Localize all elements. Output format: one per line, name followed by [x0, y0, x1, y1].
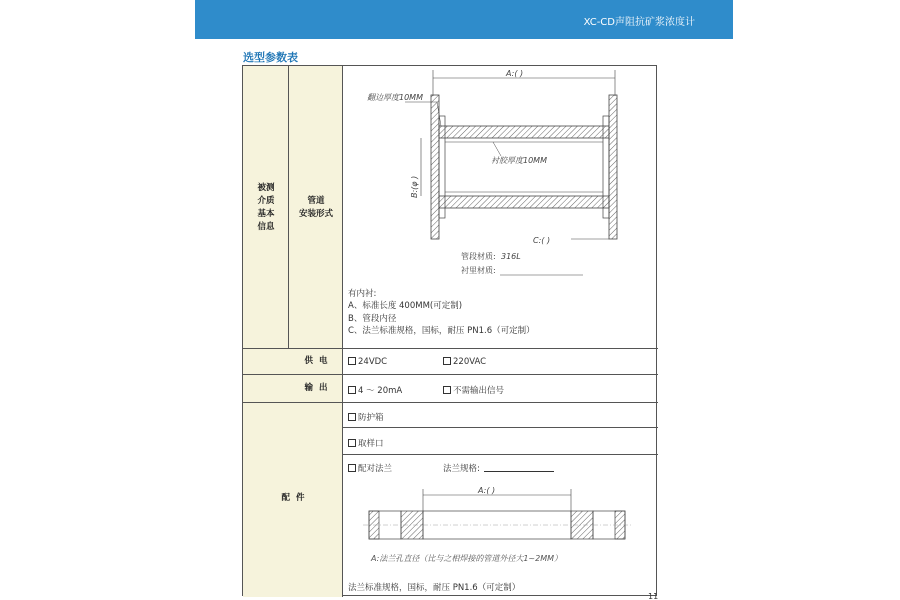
install-content-cell [343, 66, 658, 349]
accessory-label: 配 件 [281, 493, 305, 503]
install-header-cell [289, 66, 343, 349]
dim-b-label: B:(φ ) [410, 175, 419, 198]
accessory-header-cell [243, 403, 343, 597]
output-label: 输 出 [304, 383, 328, 393]
medium-info-label: 被测 介质 基本 信息 [257, 183, 275, 232]
output-content-cell [343, 375, 658, 403]
pipe-material-value: 316L [501, 252, 521, 261]
power-option-220vac[interactable]: 220VAC [443, 357, 486, 367]
section-title: 选型参数表 [243, 51, 298, 64]
pipe-material-label: 管段材质: [461, 252, 496, 261]
install-label: 管道 安装形式 [298, 196, 333, 219]
checkbox-icon [348, 357, 356, 365]
flange-drawing [343, 473, 658, 573]
pipe-note-1: A、标准长度 400MM(可定制) [348, 301, 463, 311]
page-number: 11 [648, 592, 659, 600]
selection-parameter-table [242, 65, 657, 596]
pipe-note-2: B、管段内径 [348, 314, 397, 324]
flange-dim-a-label: A:( ) [478, 486, 496, 495]
flange-cell [343, 455, 658, 597]
dim-a-label: A:( ) [506, 69, 524, 78]
flange-caption: A:法兰孔直径（比与之相焊接的管道外径大1~2MM） [371, 554, 563, 563]
power-content-cell [343, 349, 658, 375]
power-label: 供 电 [304, 356, 328, 366]
output-header-cell [243, 375, 343, 403]
pipe-note-3: C、法兰标准规格，国标，耐压 PN1.6（可定制） [348, 326, 535, 336]
flange-spec-blank[interactable] [484, 463, 554, 472]
sampling-port-option[interactable]: 取样口 [348, 437, 384, 449]
flange-thickness-label: 翻边厚度10MM [367, 93, 423, 102]
medium-info-header-cell [243, 66, 289, 349]
sampling-port-cell [343, 428, 658, 455]
checkbox-icon [443, 357, 451, 365]
pipe-drawing [343, 66, 658, 286]
checkbox-icon [348, 439, 356, 447]
flange-standard: 法兰标准规格，国标，耐压 PN1.6（可定制） [348, 583, 521, 593]
dim-c-label: C:( ) [533, 236, 551, 245]
lining-material-label: 衬里材质: [461, 266, 496, 275]
checkbox-icon [443, 386, 451, 394]
pipe-note-0: 有内衬: [348, 289, 377, 299]
checkbox-icon [348, 386, 356, 394]
output-option-none[interactable]: 不需输出信号 [443, 384, 504, 396]
matching-flange-option[interactable]: 配对法兰 [348, 462, 392, 474]
protective-box-option[interactable]: 防护箱 [348, 411, 384, 423]
lining-thickness-label: 衬胶厚度10MM [491, 156, 547, 165]
checkbox-icon [348, 413, 356, 421]
header-bar [195, 0, 733, 39]
flange-spec: 法兰规格: [443, 462, 554, 474]
checkbox-icon [348, 464, 356, 472]
protective-box-cell [343, 403, 658, 428]
header-title: XC-CD声阻抗矿浆浓度计 [583, 17, 695, 28]
power-option-24vdc[interactable]: 24VDC [348, 357, 387, 367]
power-header-cell [243, 349, 343, 375]
output-option-4-20ma[interactable]: 4 ～ 20mA [348, 384, 402, 396]
